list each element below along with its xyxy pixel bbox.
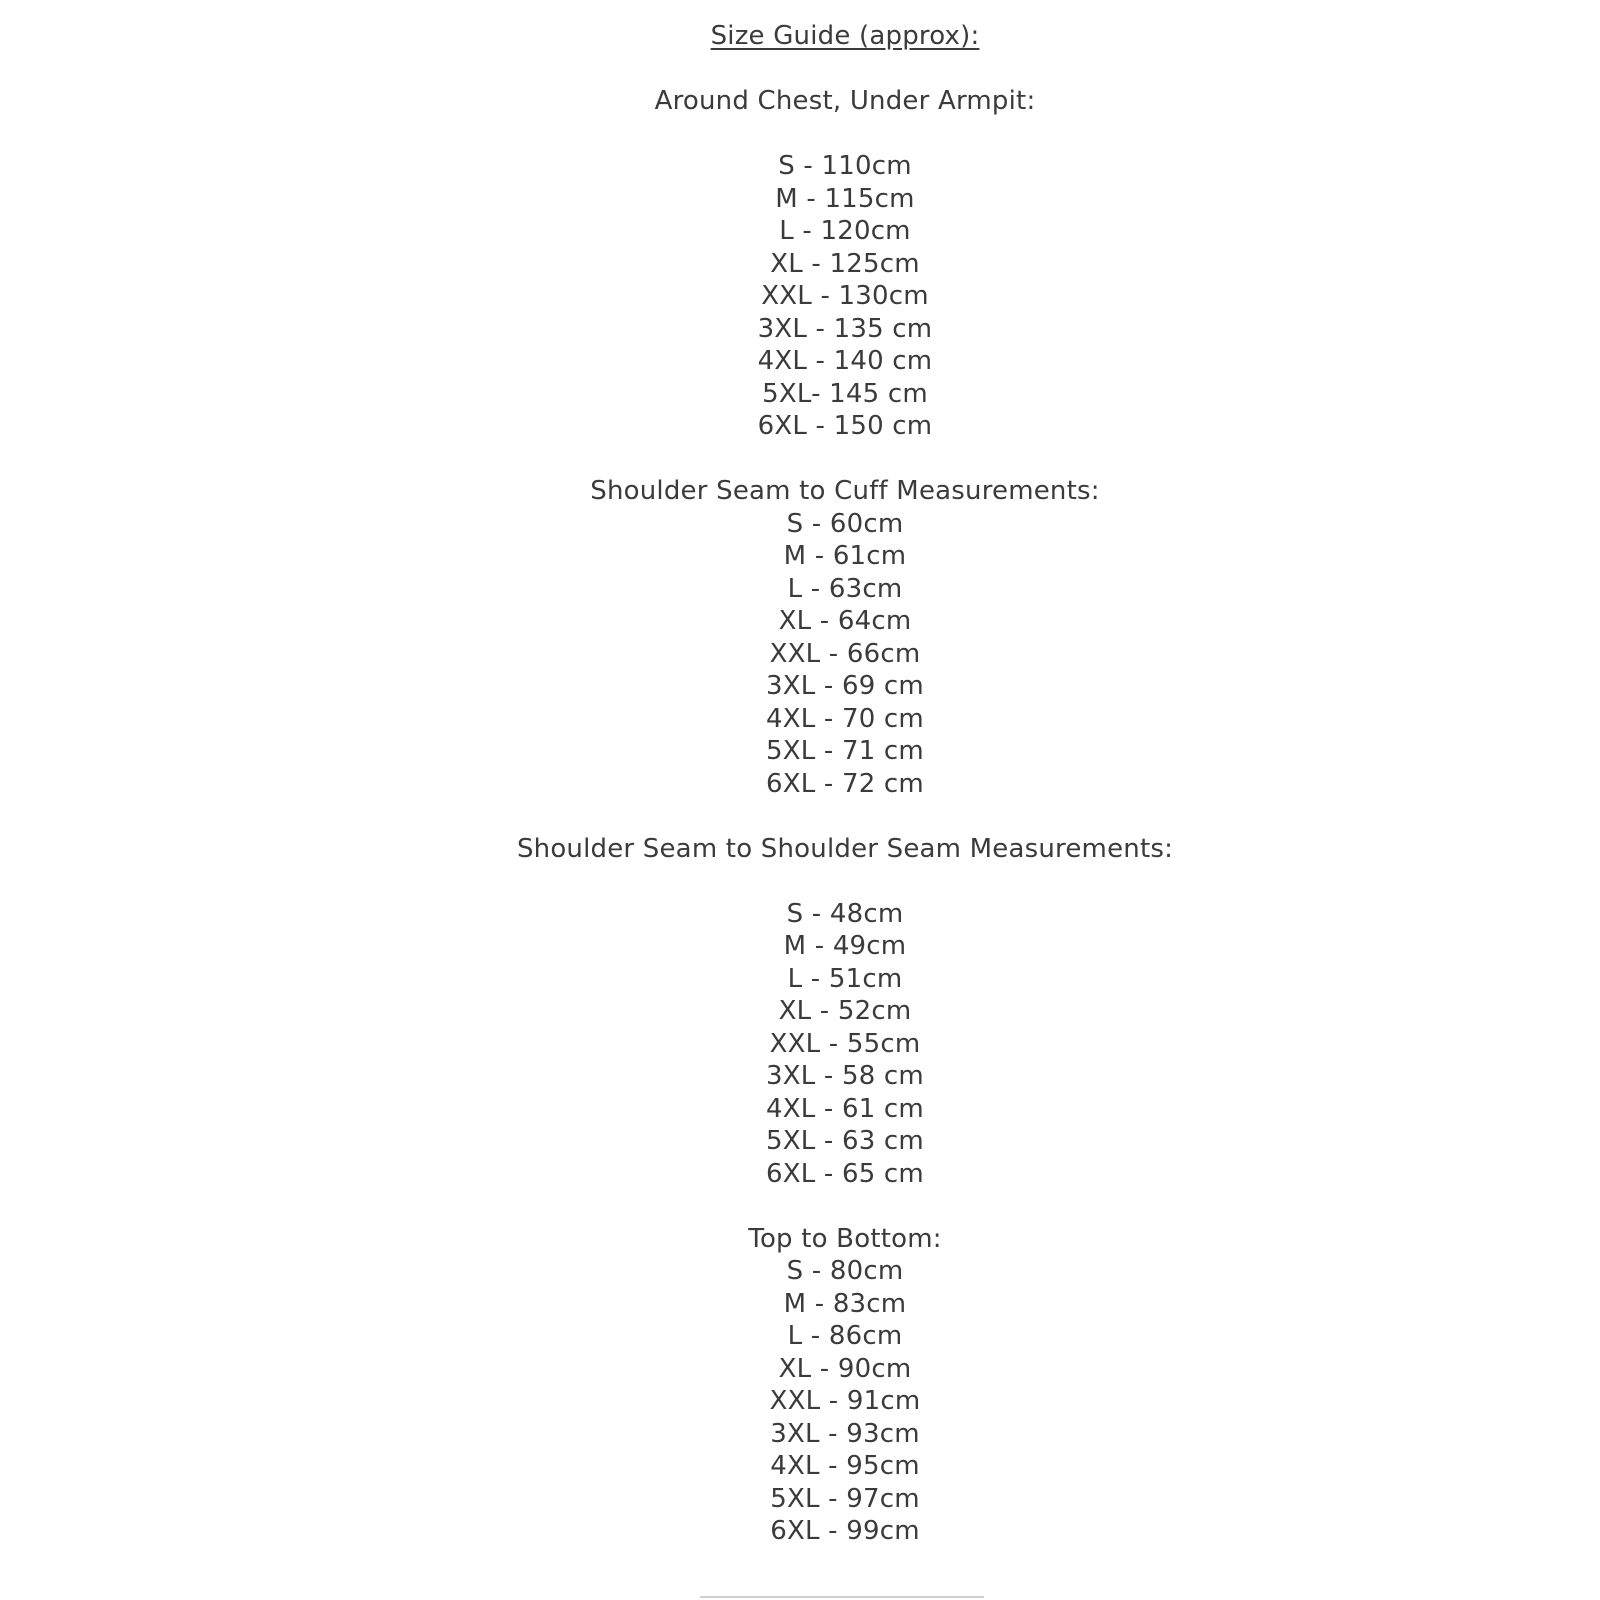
size-row: XL - 52cm bbox=[778, 996, 912, 1026]
spacer bbox=[45, 118, 1600, 151]
size-row: M - 115cm bbox=[775, 183, 915, 214]
size-row: 4XL - 140 cm bbox=[757, 346, 933, 376]
size-row: 5XL - 63 cm bbox=[766, 1126, 924, 1156]
size-guide-title: Size Guide (approx): bbox=[710, 21, 980, 51]
size-row: L - 63cm bbox=[787, 573, 903, 604]
spacer bbox=[45, 1190, 1600, 1223]
size-row: S - 48cm bbox=[786, 898, 904, 929]
size-row: M - 83cm bbox=[783, 1288, 907, 1319]
size-row: 6XL - 65 cm bbox=[766, 1158, 924, 1189]
spacer bbox=[45, 443, 1600, 476]
size-row: 4XL - 70 cm bbox=[766, 703, 924, 734]
size-row: S - 60cm bbox=[786, 508, 904, 539]
size-row: 5XL- 145 cm bbox=[762, 378, 928, 409]
size-row: 3XL - 69 cm bbox=[766, 671, 924, 701]
size-row: XL - 64cm bbox=[778, 606, 912, 636]
spacer bbox=[45, 53, 1600, 86]
size-row: 6XL - 99cm bbox=[770, 1516, 920, 1546]
size-row: XXL - 91cm bbox=[769, 1386, 921, 1416]
size-row: 3XL - 135 cm bbox=[757, 313, 933, 344]
section-heading-around-chest: Around Chest, Under Armpit: bbox=[654, 86, 1036, 116]
size-row: S - 80cm bbox=[786, 1256, 904, 1286]
size-row: 3XL - 93cm bbox=[770, 1418, 920, 1449]
size-row: M - 49cm bbox=[783, 931, 907, 961]
size-row: XL - 90cm bbox=[778, 1353, 912, 1384]
spacer bbox=[45, 800, 1600, 833]
size-row: 6XL - 150 cm bbox=[757, 411, 933, 441]
size-row: XXL - 66cm bbox=[769, 638, 921, 669]
size-row: XXL - 55cm bbox=[769, 1028, 921, 1059]
size-row: M - 61cm bbox=[783, 541, 907, 571]
size-row: 3XL - 58 cm bbox=[766, 1061, 924, 1091]
size-row: 4XL - 95cm bbox=[770, 1451, 920, 1481]
size-row: L - 86cm bbox=[787, 1321, 903, 1351]
size-row: XL - 125cm bbox=[770, 248, 920, 279]
size-row: 6XL - 72 cm bbox=[766, 768, 924, 799]
spacer bbox=[45, 865, 1600, 898]
size-row: 5XL - 71 cm bbox=[766, 736, 924, 766]
size-row: L - 120cm bbox=[779, 216, 911, 246]
cutoff-underline-artifact bbox=[700, 1596, 984, 1598]
size-row: 4XL - 61 cm bbox=[766, 1093, 924, 1124]
size-row: L - 51cm bbox=[787, 963, 903, 994]
size-row: XXL - 130cm bbox=[761, 281, 929, 311]
size-row: 5XL - 97cm bbox=[770, 1483, 920, 1514]
section-heading-seam-to-seam: Shoulder Seam to Shoulder Seam Measurements: bbox=[516, 833, 1174, 864]
section-heading-seam-to-cuff: Shoulder Seam to Cuff Measurements: bbox=[590, 476, 1100, 506]
size-guide-document bbox=[45, 0, 1600, 1548]
size-row: S - 110cm bbox=[778, 151, 912, 181]
section-heading-top-to-bottom: Top to Bottom: bbox=[748, 1223, 942, 1254]
